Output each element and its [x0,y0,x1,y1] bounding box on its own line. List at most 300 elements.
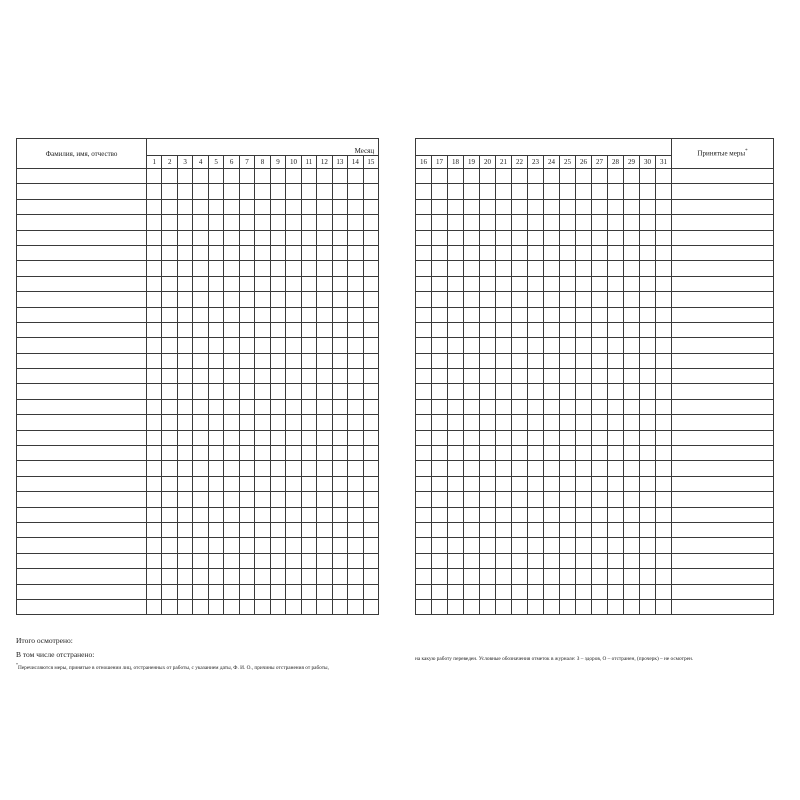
left-day-cell[interactable] [255,338,270,353]
right-day-cell[interactable] [416,184,432,199]
right-day-cell[interactable] [416,492,432,507]
right-day-cell[interactable] [624,276,640,291]
right-day-cell[interactable] [592,476,608,491]
right-day-cell[interactable] [480,461,496,476]
right-day-cell[interactable] [528,230,544,245]
right-day-cell[interactable] [544,430,560,445]
right-day-cell[interactable] [640,538,656,553]
right-day-cell[interactable] [528,492,544,507]
right-day-cell[interactable] [416,476,432,491]
right-day-cell[interactable] [496,492,512,507]
measures-cell[interactable] [672,569,774,584]
left-day-cell[interactable] [193,338,208,353]
right-day-cell[interactable] [576,261,592,276]
measures-cell[interactable] [672,245,774,260]
left-day-cell[interactable] [193,230,208,245]
left-day-cell[interactable] [270,384,285,399]
right-day-cell[interactable] [448,369,464,384]
right-day-cell[interactable] [544,476,560,491]
right-day-cell[interactable] [560,261,576,276]
left-day-cell[interactable] [301,430,316,445]
left-day-cell[interactable] [224,369,239,384]
left-day-cell[interactable] [208,245,223,260]
right-day-cell[interactable] [464,599,480,614]
right-day-cell[interactable] [480,415,496,430]
left-day-cell[interactable] [255,430,270,445]
left-day-cell[interactable] [348,245,363,260]
right-day-cell[interactable] [496,476,512,491]
right-day-cell[interactable] [480,199,496,214]
right-day-cell[interactable] [576,276,592,291]
right-day-cell[interactable] [640,276,656,291]
left-day-cell[interactable] [255,476,270,491]
right-day-cell[interactable] [448,415,464,430]
left-day-cell[interactable] [177,322,192,337]
right-day-cell[interactable] [640,215,656,230]
left-day-cell[interactable] [363,507,379,522]
right-day-cell[interactable] [544,507,560,522]
left-day-cell[interactable] [208,476,223,491]
right-day-cell[interactable] [576,292,592,307]
left-day-cell[interactable] [317,415,332,430]
left-day-cell[interactable] [255,584,270,599]
right-day-cell[interactable] [512,461,528,476]
measures-cell[interactable] [672,384,774,399]
left-day-cell[interactable] [363,184,379,199]
left-day-cell[interactable] [332,538,347,553]
left-day-cell[interactable] [270,461,285,476]
right-day-cell[interactable] [480,230,496,245]
left-day-cell[interactable] [177,338,192,353]
right-day-cell[interactable] [496,522,512,537]
right-day-cell[interactable] [464,492,480,507]
right-day-cell[interactable] [624,245,640,260]
measures-cell[interactable] [672,430,774,445]
left-day-cell[interactable] [270,276,285,291]
right-day-cell[interactable] [416,230,432,245]
right-day-cell[interactable] [544,169,560,184]
left-day-cell[interactable] [286,430,301,445]
left-day-cell[interactable] [177,584,192,599]
left-day-cell[interactable] [224,276,239,291]
left-day-cell[interactable] [332,338,347,353]
left-day-cell[interactable] [286,569,301,584]
left-day-cell[interactable] [301,215,316,230]
left-day-cell[interactable] [193,415,208,430]
right-day-cell[interactable] [560,538,576,553]
left-day-cell[interactable] [239,415,254,430]
right-day-cell[interactable] [576,399,592,414]
left-day-cell[interactable] [193,353,208,368]
left-day-cell[interactable] [317,446,332,461]
right-day-cell[interactable] [464,322,480,337]
right-day-cell[interactable] [528,399,544,414]
left-day-cell[interactable] [348,538,363,553]
right-day-cell[interactable] [544,184,560,199]
right-day-cell[interactable] [608,169,624,184]
right-day-cell[interactable] [480,353,496,368]
left-day-cell[interactable] [270,245,285,260]
right-day-cell[interactable] [464,384,480,399]
right-day-cell[interactable] [448,446,464,461]
left-day-cell[interactable] [301,553,316,568]
left-day-cell[interactable] [193,399,208,414]
name-cell[interactable] [17,538,147,553]
left-day-cell[interactable] [301,492,316,507]
left-day-cell[interactable] [286,169,301,184]
left-day-cell[interactable] [332,476,347,491]
left-day-cell[interactable] [363,261,379,276]
left-day-cell[interactable] [363,199,379,214]
left-day-cell[interactable] [208,507,223,522]
right-day-cell[interactable] [640,476,656,491]
left-day-cell[interactable] [177,184,192,199]
right-day-cell[interactable] [576,538,592,553]
right-day-cell[interactable] [592,507,608,522]
left-day-cell[interactable] [162,292,177,307]
name-cell[interactable] [17,369,147,384]
left-day-cell[interactable] [147,369,162,384]
left-day-cell[interactable] [162,338,177,353]
left-day-cell[interactable] [286,199,301,214]
right-day-cell[interactable] [416,245,432,260]
right-day-cell[interactable] [576,353,592,368]
right-day-cell[interactable] [496,569,512,584]
left-day-cell[interactable] [286,261,301,276]
right-day-cell[interactable] [576,245,592,260]
left-day-cell[interactable] [177,261,192,276]
right-day-cell[interactable] [448,184,464,199]
right-day-cell[interactable] [528,322,544,337]
right-day-cell[interactable] [624,584,640,599]
right-day-cell[interactable] [416,569,432,584]
right-day-cell[interactable] [592,169,608,184]
right-day-cell[interactable] [432,584,448,599]
measures-cell[interactable] [672,230,774,245]
left-day-cell[interactable] [286,384,301,399]
right-day-cell[interactable] [480,569,496,584]
right-day-cell[interactable] [512,169,528,184]
left-day-cell[interactable] [332,446,347,461]
left-day-cell[interactable] [162,199,177,214]
right-day-cell[interactable] [448,399,464,414]
right-day-cell[interactable] [416,522,432,537]
left-day-cell[interactable] [255,522,270,537]
right-day-cell[interactable] [656,199,672,214]
right-day-cell[interactable] [656,522,672,537]
left-day-cell[interactable] [147,215,162,230]
right-day-cell[interactable] [624,569,640,584]
right-day-cell[interactable] [448,353,464,368]
right-day-cell[interactable] [624,446,640,461]
right-day-cell[interactable] [480,276,496,291]
left-day-cell[interactable] [208,307,223,322]
right-day-cell[interactable] [640,492,656,507]
left-day-cell[interactable] [224,446,239,461]
left-day-cell[interactable] [239,553,254,568]
right-day-cell[interactable] [528,199,544,214]
right-day-cell[interactable] [640,399,656,414]
right-day-cell[interactable] [512,245,528,260]
left-day-cell[interactable] [317,553,332,568]
left-day-cell[interactable] [208,446,223,461]
left-day-cell[interactable] [301,461,316,476]
left-day-cell[interactable] [270,338,285,353]
left-day-cell[interactable] [255,569,270,584]
right-day-cell[interactable] [480,169,496,184]
left-day-cell[interactable] [193,245,208,260]
left-day-cell[interactable] [162,507,177,522]
left-day-cell[interactable] [239,307,254,322]
left-day-cell[interactable] [255,507,270,522]
right-day-cell[interactable] [592,492,608,507]
right-day-cell[interactable] [480,322,496,337]
left-day-cell[interactable] [332,245,347,260]
right-day-cell[interactable] [496,230,512,245]
right-day-cell[interactable] [640,369,656,384]
left-day-cell[interactable] [332,215,347,230]
left-day-cell[interactable] [270,322,285,337]
left-day-cell[interactable] [193,276,208,291]
right-day-cell[interactable] [608,461,624,476]
left-day-cell[interactable] [193,599,208,614]
right-day-cell[interactable] [624,492,640,507]
left-day-cell[interactable] [301,261,316,276]
right-day-cell[interactable] [560,353,576,368]
left-day-cell[interactable] [147,169,162,184]
left-day-cell[interactable] [177,461,192,476]
right-day-cell[interactable] [432,399,448,414]
right-day-cell[interactable] [640,553,656,568]
right-day-cell[interactable] [464,215,480,230]
right-day-cell[interactable] [416,415,432,430]
right-day-cell[interactable] [592,199,608,214]
left-day-cell[interactable] [317,169,332,184]
left-day-cell[interactable] [162,276,177,291]
right-day-cell[interactable] [640,522,656,537]
right-day-cell[interactable] [592,230,608,245]
left-day-cell[interactable] [286,599,301,614]
right-day-cell[interactable] [528,338,544,353]
name-cell[interactable] [17,507,147,522]
left-day-cell[interactable] [332,599,347,614]
right-day-cell[interactable] [480,446,496,461]
left-day-cell[interactable] [270,476,285,491]
left-day-cell[interactable] [224,538,239,553]
left-day-cell[interactable] [239,369,254,384]
right-day-cell[interactable] [464,538,480,553]
right-day-cell[interactable] [496,184,512,199]
right-day-cell[interactable] [496,538,512,553]
name-cell[interactable] [17,353,147,368]
right-day-cell[interactable] [416,169,432,184]
left-day-cell[interactable] [332,322,347,337]
left-day-cell[interactable] [317,384,332,399]
right-day-cell[interactable] [512,538,528,553]
right-day-cell[interactable] [432,184,448,199]
right-day-cell[interactable] [528,430,544,445]
left-day-cell[interactable] [208,415,223,430]
measures-cell[interactable] [672,215,774,230]
right-day-cell[interactable] [624,369,640,384]
left-day-cell[interactable] [363,461,379,476]
right-day-cell[interactable] [608,184,624,199]
left-day-cell[interactable] [270,230,285,245]
left-day-cell[interactable] [348,569,363,584]
right-day-cell[interactable] [608,553,624,568]
right-day-cell[interactable] [608,369,624,384]
right-day-cell[interactable] [608,507,624,522]
right-day-cell[interactable] [528,446,544,461]
left-day-cell[interactable] [239,353,254,368]
measures-cell[interactable] [672,199,774,214]
left-day-cell[interactable] [286,369,301,384]
name-cell[interactable] [17,446,147,461]
right-day-cell[interactable] [432,461,448,476]
measures-cell[interactable] [672,492,774,507]
right-day-cell[interactable] [624,553,640,568]
right-day-cell[interactable] [544,338,560,353]
right-day-cell[interactable] [576,369,592,384]
left-day-cell[interactable] [255,230,270,245]
left-day-cell[interactable] [317,338,332,353]
measures-cell[interactable] [672,553,774,568]
right-day-cell[interactable] [528,522,544,537]
left-day-cell[interactable] [363,369,379,384]
left-day-cell[interactable] [224,569,239,584]
name-cell[interactable] [17,399,147,414]
left-day-cell[interactable] [270,569,285,584]
right-day-cell[interactable] [480,215,496,230]
left-day-cell[interactable] [332,584,347,599]
left-day-cell[interactable] [301,169,316,184]
left-day-cell[interactable] [255,461,270,476]
left-day-cell[interactable] [348,384,363,399]
right-day-cell[interactable] [448,476,464,491]
name-cell[interactable] [17,230,147,245]
left-day-cell[interactable] [193,169,208,184]
right-day-cell[interactable] [432,307,448,322]
name-cell[interactable] [17,384,147,399]
right-day-cell[interactable] [656,369,672,384]
left-day-cell[interactable] [348,507,363,522]
measures-cell[interactable] [672,292,774,307]
right-day-cell[interactable] [544,584,560,599]
right-day-cell[interactable] [608,492,624,507]
right-day-cell[interactable] [560,507,576,522]
right-day-cell[interactable] [544,553,560,568]
measures-cell[interactable] [672,338,774,353]
left-day-cell[interactable] [255,215,270,230]
left-day-cell[interactable] [301,199,316,214]
left-day-cell[interactable] [147,261,162,276]
right-day-cell[interactable] [640,261,656,276]
right-day-cell[interactable] [560,292,576,307]
left-day-cell[interactable] [224,430,239,445]
left-day-cell[interactable] [177,599,192,614]
left-day-cell[interactable] [193,215,208,230]
left-day-cell[interactable] [270,553,285,568]
left-day-cell[interactable] [147,322,162,337]
left-day-cell[interactable] [147,353,162,368]
right-day-cell[interactable] [656,461,672,476]
left-day-cell[interactable] [286,461,301,476]
right-day-cell[interactable] [448,492,464,507]
left-day-cell[interactable] [239,384,254,399]
right-day-cell[interactable] [544,369,560,384]
measures-cell[interactable] [672,476,774,491]
right-day-cell[interactable] [656,507,672,522]
right-day-cell[interactable] [432,553,448,568]
right-day-cell[interactable] [528,184,544,199]
left-day-cell[interactable] [270,599,285,614]
left-day-cell[interactable] [193,522,208,537]
right-day-cell[interactable] [544,322,560,337]
right-day-cell[interactable] [416,322,432,337]
left-day-cell[interactable] [270,538,285,553]
left-day-cell[interactable] [317,292,332,307]
left-day-cell[interactable] [193,584,208,599]
right-day-cell[interactable] [496,307,512,322]
right-day-cell[interactable] [544,292,560,307]
right-day-cell[interactable] [608,415,624,430]
right-day-cell[interactable] [464,276,480,291]
left-day-cell[interactable] [255,307,270,322]
right-day-cell[interactable] [544,307,560,322]
left-day-cell[interactable] [177,384,192,399]
left-day-cell[interactable] [270,215,285,230]
left-day-cell[interactable] [301,415,316,430]
right-day-cell[interactable] [592,430,608,445]
left-day-cell[interactable] [147,492,162,507]
right-day-cell[interactable] [592,399,608,414]
right-day-cell[interactable] [656,322,672,337]
right-day-cell[interactable] [544,461,560,476]
right-day-cell[interactable] [656,446,672,461]
left-day-cell[interactable] [162,169,177,184]
left-day-cell[interactable] [301,569,316,584]
right-day-cell[interactable] [640,599,656,614]
left-day-cell[interactable] [162,215,177,230]
right-day-cell[interactable] [496,507,512,522]
right-day-cell[interactable] [592,245,608,260]
right-day-cell[interactable] [432,276,448,291]
left-day-cell[interactable] [193,261,208,276]
right-day-cell[interactable] [544,399,560,414]
right-day-cell[interactable] [656,261,672,276]
left-day-cell[interactable] [270,430,285,445]
right-day-cell[interactable] [528,369,544,384]
name-cell[interactable] [17,476,147,491]
left-day-cell[interactable] [363,569,379,584]
left-day-cell[interactable] [239,276,254,291]
right-day-cell[interactable] [480,384,496,399]
right-day-cell[interactable] [512,569,528,584]
measures-cell[interactable] [672,599,774,614]
right-day-cell[interactable] [592,322,608,337]
left-day-cell[interactable] [224,322,239,337]
left-day-cell[interactable] [208,292,223,307]
name-cell[interactable] [17,215,147,230]
right-day-cell[interactable] [512,353,528,368]
right-day-cell[interactable] [448,461,464,476]
name-cell[interactable] [17,322,147,337]
right-day-cell[interactable] [480,307,496,322]
left-day-cell[interactable] [286,584,301,599]
right-day-cell[interactable] [496,199,512,214]
right-day-cell[interactable] [416,399,432,414]
right-day-cell[interactable] [496,245,512,260]
